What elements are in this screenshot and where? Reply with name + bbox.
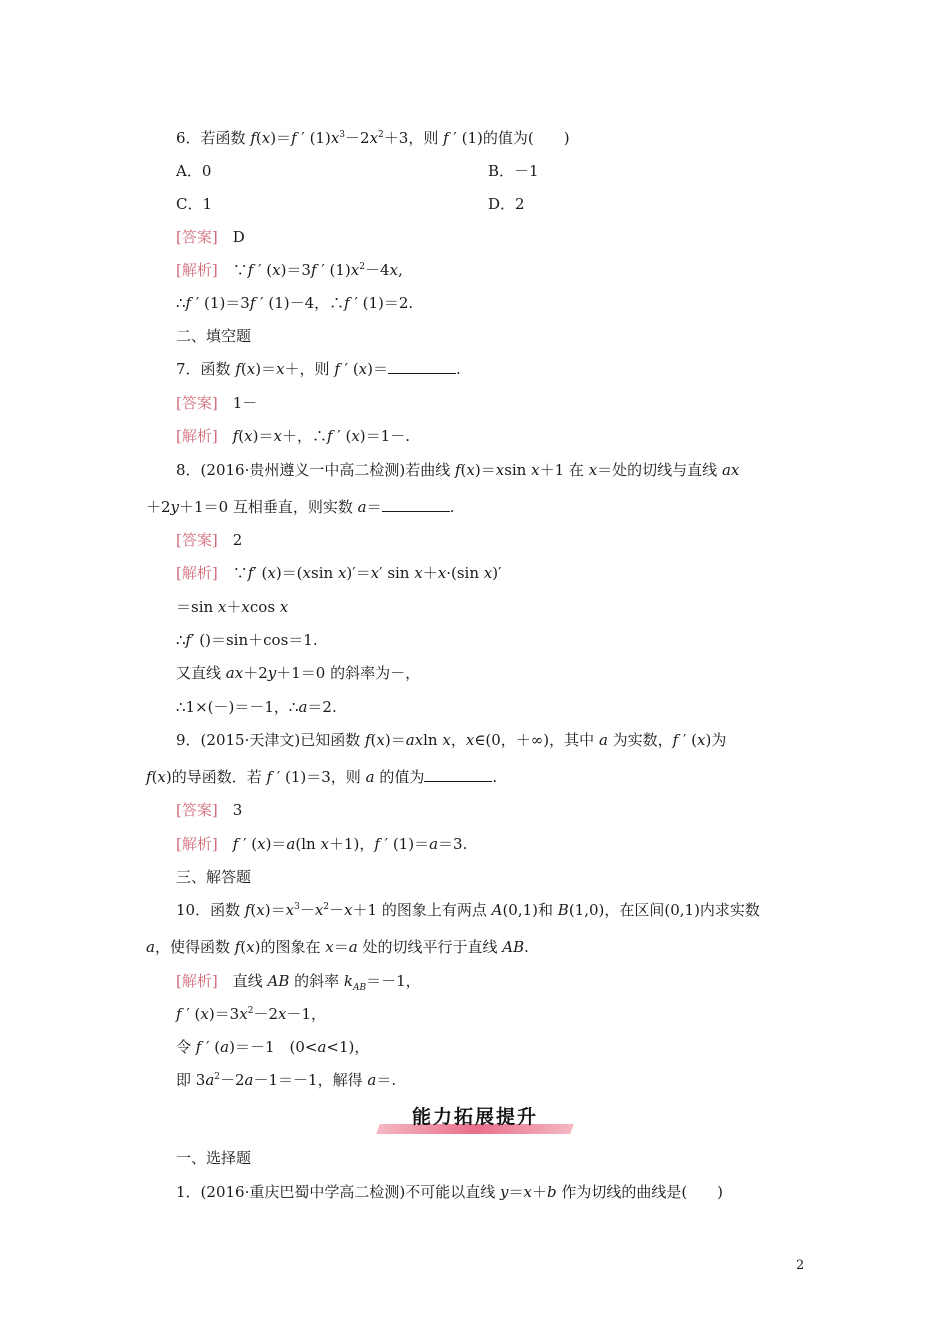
answer-value: 2 — [232, 531, 243, 549]
answer-value: 3 — [232, 801, 243, 819]
q10-analysis-line-3: 令 f ′ (a)＝－1 (0<a<1)， — [176, 1038, 370, 1056]
q6-analysis-line-2: ∴f ′ (1)＝3f ′ (1)－4，∴f ′ (1)＝2. — [176, 294, 414, 312]
answer-tag: [答案] — [176, 394, 218, 412]
q6-option-d: D．2 — [488, 195, 525, 213]
q6-stem: 6．若函数 f(x)＝f ′ $(1)x^3-2x^2+3$，则 f ′ (1)的值为( ) — [176, 129, 570, 147]
q8-answer — [176, 530, 242, 550]
q9-stem-line-2: f(x)的导函数．若 f ′ (1)＝3，则 a 的值为 . — [146, 768, 498, 786]
banner-title: 能力拓展提升 — [411, 1106, 538, 1128]
analysis-tag: [解析] — [176, 835, 218, 853]
q9-answer — [176, 800, 242, 820]
q8-analysis-line-5: ∴1×(－)＝－1，∴a＝2. — [176, 698, 337, 716]
analysis-tag: [解析] — [176, 261, 218, 279]
page-number: 2 — [796, 1258, 805, 1273]
answer-tag: [答案] — [176, 228, 218, 246]
analysis-line: f ′ (x)＝a(ln x＋1)，f ′ (1)＝a＝3. — [232, 835, 468, 853]
answer-value: 1－ — [232, 394, 258, 412]
section-choice-heading: 一、选择题 — [176, 1149, 252, 1167]
answer-tag: [答案] — [176, 531, 218, 549]
q8-analysis-line-4: 又直线 ax＋2y＋1＝0 的斜率为－， — [176, 664, 421, 682]
q9-stem-line-1: 9．(2015·天津文)已知函数 f(x)＝axln x，x∈(0，＋∞)，其中 a 为实数，f ′ (x)为 — [176, 731, 727, 749]
q8-stem-line-1: 8．(2016·贵州遵义一中高二检测)若曲线 f(x)＝xsin x＋1 在 x＝处的切线与直线 ax — [176, 461, 740, 479]
q7-analysis — [176, 426, 410, 446]
q8-analysis-line-3: ∴f′ ()＝sin＋cos＝1. — [176, 631, 318, 649]
q6-option-c: C．1 — [176, 195, 213, 213]
q6-option-b: B．－1 — [488, 162, 539, 180]
q10-analysis-line-4: 即 $3a^2-2a-1=-1$，解得 a＝. — [176, 1071, 397, 1089]
q8-analysis-line-2: ＝sin x＋xcos x — [176, 598, 289, 616]
q10-stem-line-1: 10．函数 $f(x)=x^3-x^2-x+1$ 的图象上有两点 A(0,1)和 B(1,0)，在区间(0,1)内求实数 — [176, 901, 760, 919]
answer-value: D — [232, 228, 245, 246]
analysis-line: ∵f ′ (x)＝3f ′ $(1)x^2-4x$, — [232, 261, 403, 279]
analysis-tag: [解析] — [176, 564, 218, 582]
q6-option-a: A．0 — [176, 162, 212, 180]
analysis-line: f(x)＝x＋，∴f ′ (x)＝1－. — [232, 427, 410, 445]
q10-analysis-line-2: f ′ $(x)=3x^2-2x-1$， — [176, 1005, 326, 1023]
section-solution-heading: 三、解答题 — [176, 868, 252, 886]
q1-stem: 1．(2016·重庆巴蜀中学高二检测)不可能以直线 y＝x＋b 作为切线的曲线是( ) — [176, 1183, 724, 1201]
q6-answer — [176, 227, 245, 247]
section-fill-in-heading: 二、填空题 — [176, 327, 252, 345]
q7-stem: 7．函数 f(x)＝x＋，则 f ′ (x)＝ . — [176, 360, 461, 378]
analysis-tag: [解析] — [176, 972, 218, 990]
analysis-line: 直线 AB 的斜率 $k_{AB}=-1$， — [232, 972, 421, 993]
q6-analysis — [176, 260, 403, 280]
q10-stem-line-2: a，使得函数 f(x)的图象在 x＝a 处的切线平行于直线 AB. — [146, 938, 529, 956]
q10-analysis — [176, 971, 421, 991]
q8-stem-line-2: ＋2y＋1＝0 互相垂直，则实数 a＝ . — [146, 498, 455, 516]
analysis-line: ∵f′ (x)＝(xsin x)′＝x′ sin x＋x·(sin x)′ — [232, 564, 502, 582]
q7-answer — [176, 393, 257, 413]
q8-analysis — [176, 563, 501, 583]
answer-tag: [答案] — [176, 801, 218, 819]
section-banner — [370, 1100, 580, 1140]
q9-analysis — [176, 834, 467, 854]
analysis-tag: [解析] — [176, 427, 218, 445]
